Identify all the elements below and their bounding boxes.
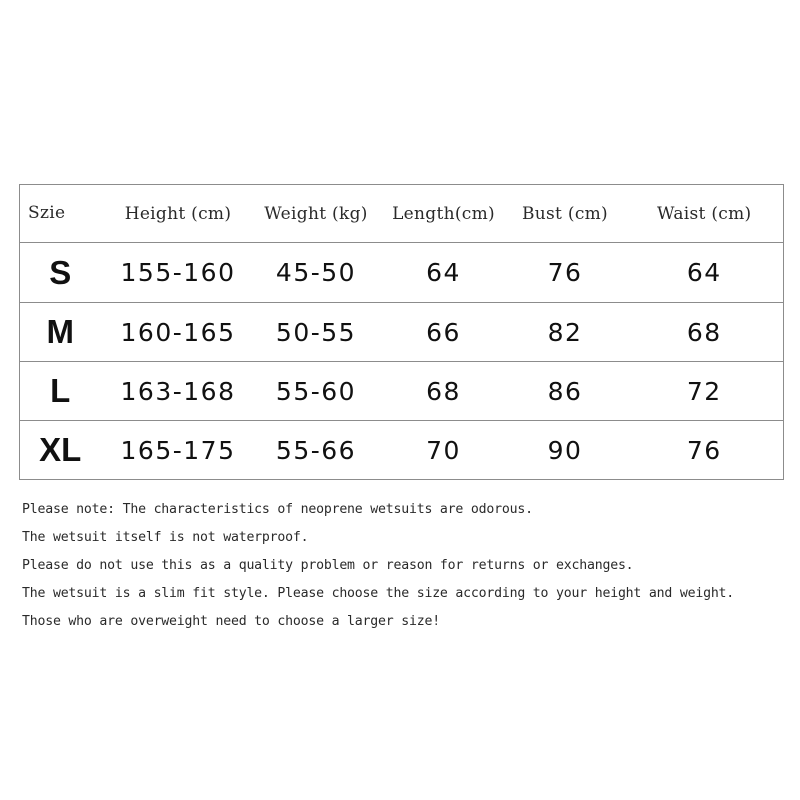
length-cell: 64	[426, 258, 461, 287]
size-cell: S	[49, 253, 72, 291]
table-row	[20, 421, 784, 480]
note-line: Please do not use this as a quality problem or reason for returns or exchanges.	[22, 558, 634, 573]
bust-cell: 82	[547, 317, 583, 347]
header-length: Length(cm)	[392, 203, 495, 224]
header-waist: Waist (cm)	[657, 203, 752, 224]
weight-cell: 55-66	[275, 435, 357, 465]
waist-cell: 68	[686, 317, 722, 347]
table-header-row	[20, 185, 784, 243]
height-cell: 160-165	[120, 317, 236, 347]
table-row	[20, 243, 784, 303]
bust-cell: 86	[547, 376, 583, 406]
size-cell: L	[50, 372, 71, 409]
length-cell: 68	[426, 376, 461, 406]
waist-cell: 72	[686, 376, 722, 406]
weight-cell: 50-55	[275, 317, 357, 347]
header-size: Szie	[28, 203, 66, 223]
header-bust: Bust (cm)	[521, 203, 608, 224]
weight-cell: 45-50	[275, 258, 357, 287]
waist-cell: 76	[686, 435, 722, 465]
table-row	[20, 362, 784, 421]
weight-cell: 55-60	[275, 376, 357, 406]
waist-cell: 64	[686, 258, 722, 287]
height-cell: 155-160	[120, 258, 236, 287]
length-cell: 70	[426, 435, 461, 465]
note-line: Those who are overweight need to choose a larger size!	[22, 614, 440, 629]
header-weight: Weight (kg)	[264, 203, 368, 224]
height-cell: 163-168	[120, 376, 236, 406]
size-cell: XL	[39, 431, 82, 468]
note-line: The wetsuit itself is not waterproof.	[22, 530, 309, 545]
notes-block	[22, 500, 792, 640]
bust-cell: 76	[547, 258, 583, 287]
size-cell: M	[46, 313, 74, 350]
bust-cell: 90	[547, 435, 583, 465]
length-cell: 66	[426, 317, 461, 347]
height-cell: 165-175	[120, 435, 236, 465]
header-height: Height (cm)	[124, 203, 232, 224]
note-line: The wetsuit is a slim fit style. Please choose the size according to your height and weight.	[22, 586, 735, 601]
note-line: Please note: The characteristics of neoprene wetsuits are odorous.	[22, 502, 533, 517]
table-row	[20, 303, 784, 362]
size-chart-table	[19, 184, 784, 480]
